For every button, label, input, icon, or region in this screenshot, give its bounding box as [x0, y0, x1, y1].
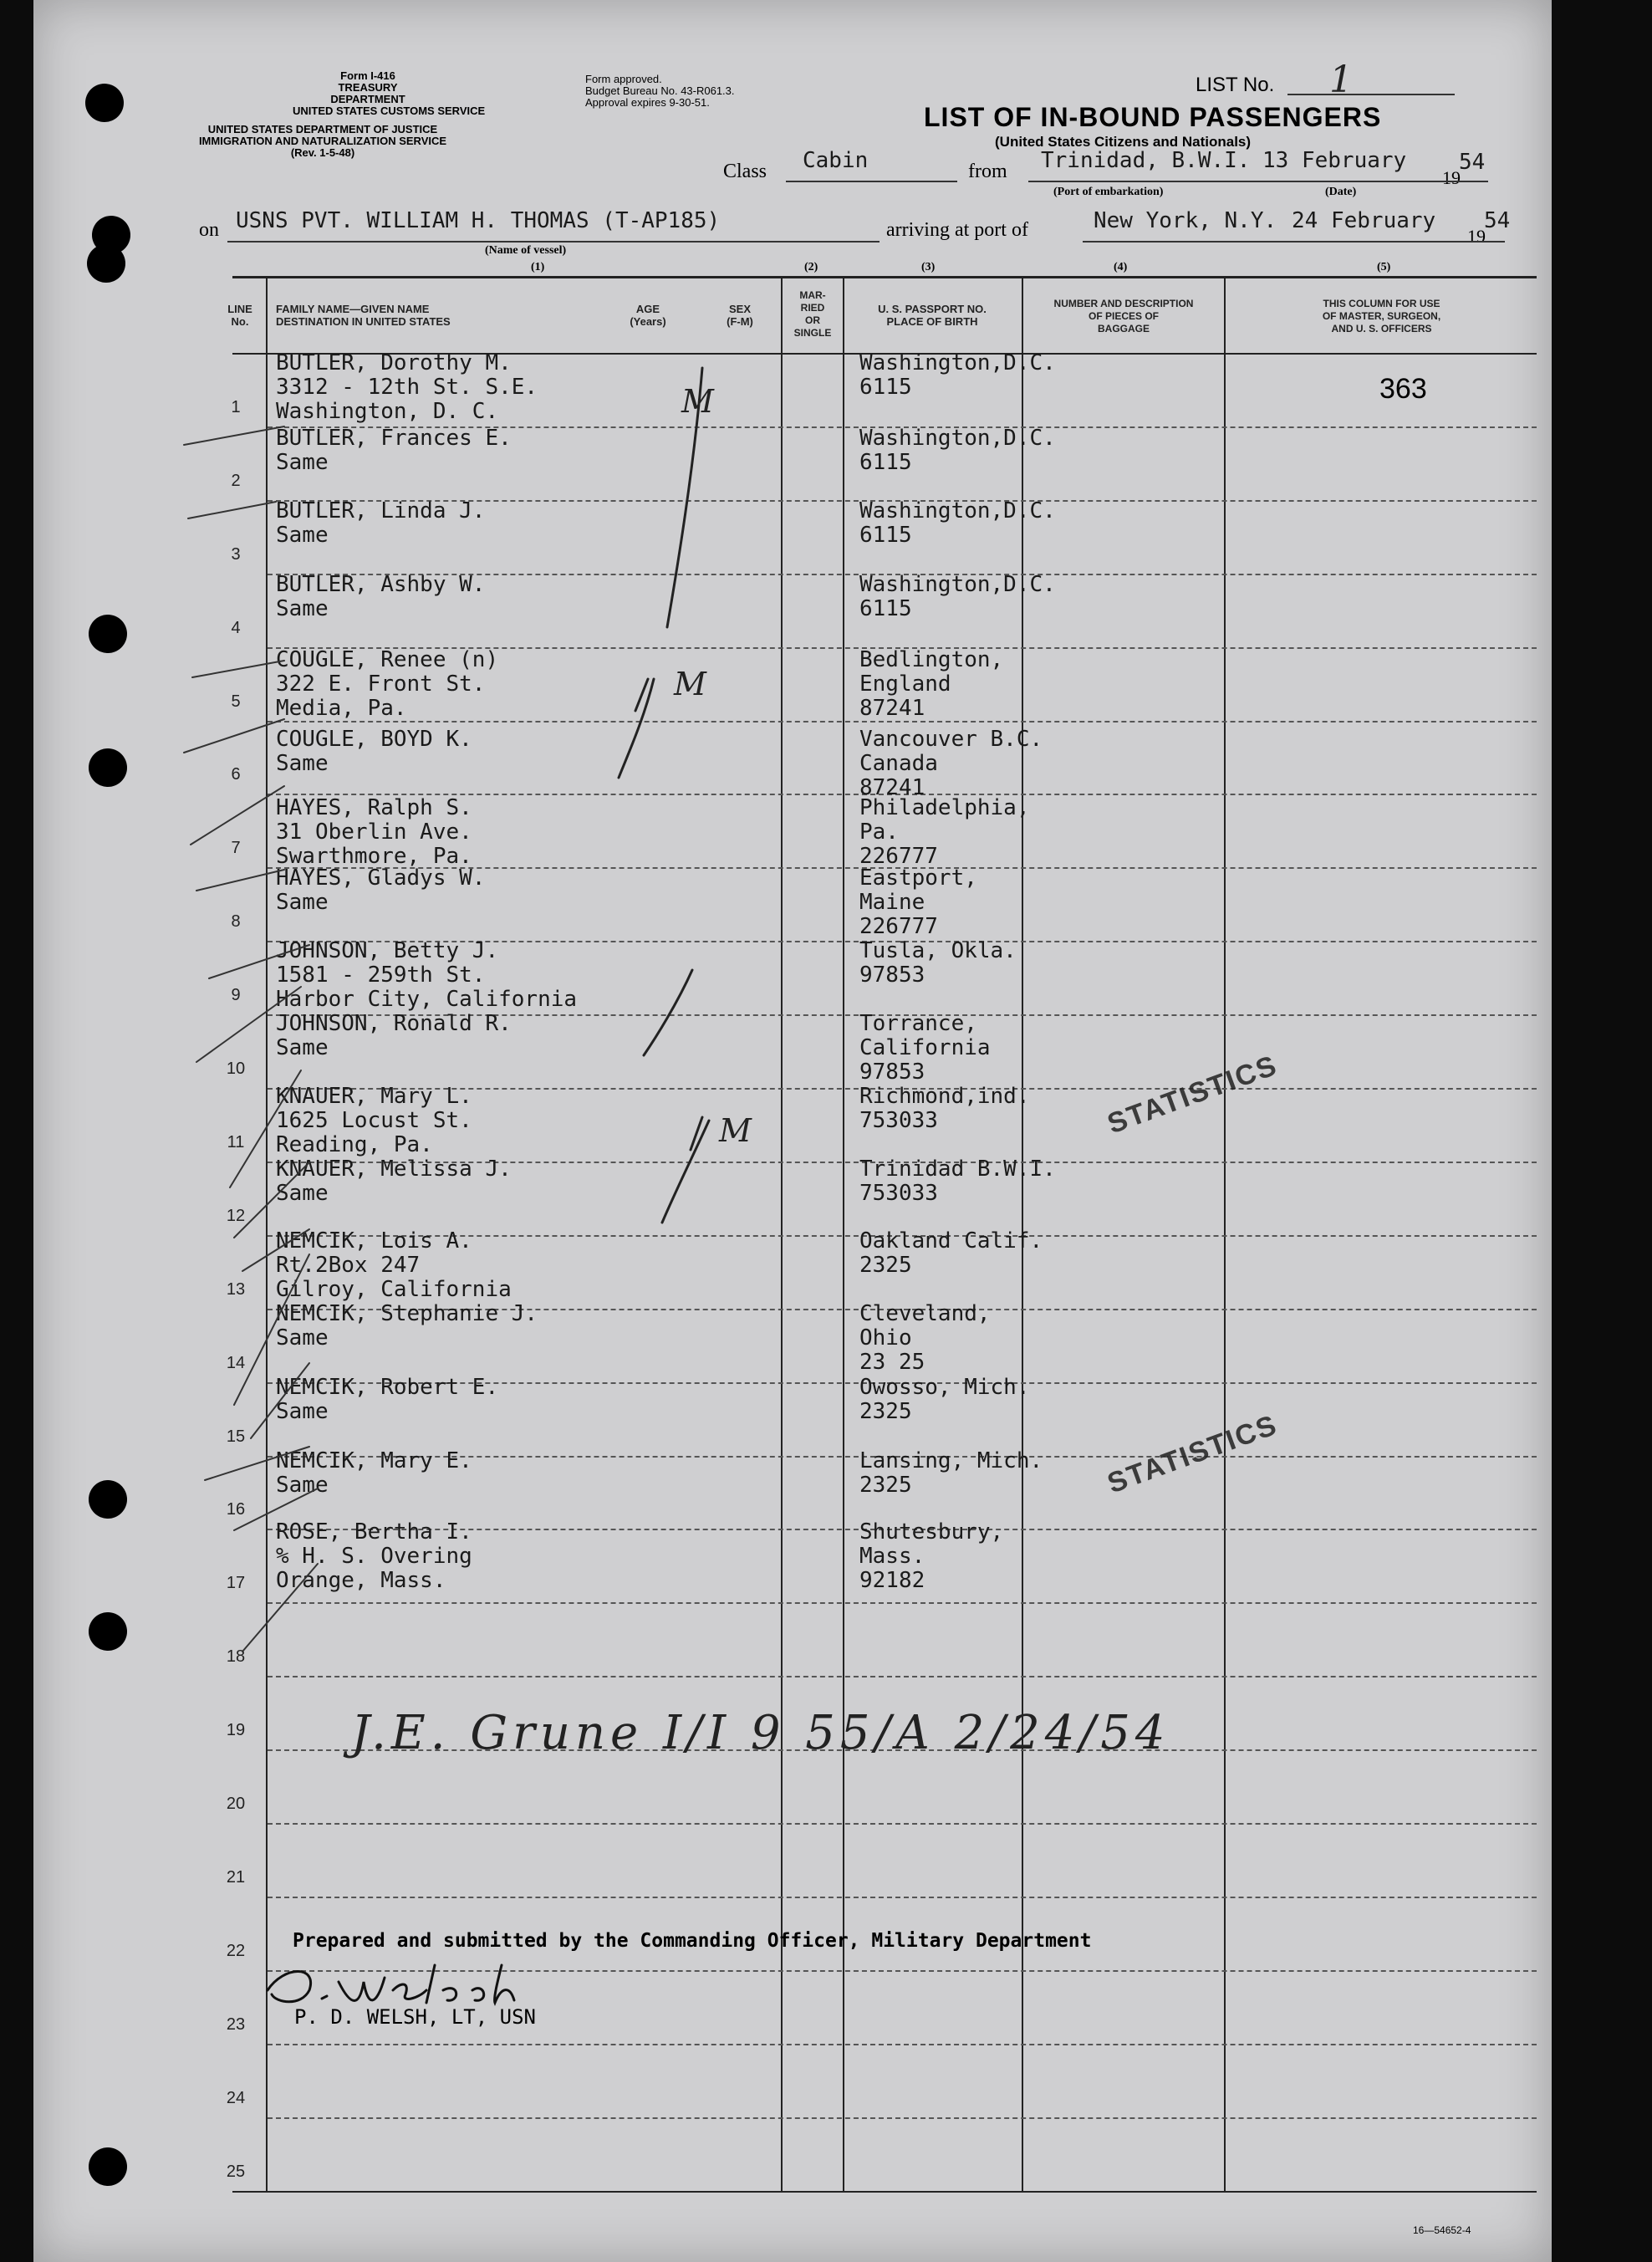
- passenger-name-destination: NEMCIK, Lois A. Rt.2Box 247 Gilroy, California: [276, 1228, 512, 1302]
- passport-birthplace: Lansing, Mich. 2325: [859, 1448, 1043, 1498]
- line-number: 6: [231, 765, 241, 784]
- header-name: FAMILY NAME—GIVEN NAME DESTINATION IN UNITED STATES: [276, 303, 451, 328]
- passport-birthplace: Vancouver B.C. Canada 87241: [859, 727, 1043, 800]
- page-title: LIST OF IN-BOUND PASSENGERS: [924, 102, 1382, 132]
- class-value: Cabin: [803, 148, 869, 173]
- form-number: Form I-416: [340, 69, 395, 82]
- line-number: 22: [226, 1941, 246, 1960]
- line-number: 4: [231, 618, 241, 637]
- expires-line: Approval expires 9-30-51.: [585, 96, 710, 109]
- col-num-4: (4): [1114, 261, 1128, 273]
- passport-birthplace: Eastport, Maine 226777: [859, 865, 977, 939]
- passport-birthplace: Washington,D.C. 6115: [859, 498, 1056, 548]
- passenger-name-destination: JOHNSON, Betty J. 1581 - 259th St. Harbor City, California: [276, 938, 578, 1012]
- line-number: 12: [226, 1206, 246, 1225]
- from-date: 13 February: [1262, 148, 1407, 173]
- header-age: AGE (Years): [630, 303, 666, 328]
- line-number: 17: [226, 1574, 246, 1593]
- passport-birthplace: Trinidad B.W.I. 753033: [859, 1157, 1056, 1206]
- inspector-note: J.E. Grune I/I 9 55/A 2/24/54: [351, 1706, 1170, 1760]
- treasury-label: TREASURY DEPARTMENT: [330, 81, 405, 105]
- passport-birthplace: Washington,D.C. 6115: [859, 350, 1056, 400]
- line-number: 9: [231, 986, 241, 1005]
- class-label: Class: [723, 161, 767, 182]
- passport-birthplace: Washington,D.C. 6115: [859, 426, 1056, 475]
- handwritten-marks: [33, 0, 1552, 2262]
- budget-line: Budget Bureau No. 43-R061.3.: [585, 84, 735, 97]
- passenger-name-destination: BUTLER, Dorothy M. 3312 - 12th St. S.E. Washington, D. C.: [276, 350, 538, 424]
- header-married: MAR- RIED OR SINGLE: [793, 289, 832, 339]
- line-number: 20: [226, 1795, 246, 1813]
- vessel-name: USNS PVT. WILLIAM H. THOMAS (T-AP185): [236, 208, 721, 233]
- col-num-5: (5): [1377, 261, 1391, 273]
- sex-mark: M: [719, 1112, 752, 1149]
- line-number: 23: [226, 2014, 246, 2034]
- passenger-name-destination: NEMCIK, Robert E. Same: [276, 1375, 499, 1424]
- form-print-code: 16—54652-4: [1413, 2224, 1471, 2236]
- header-line-no: LINE No.: [227, 303, 252, 328]
- revision-label: (Rev. 1-5-48): [290, 146, 355, 159]
- arrival-date: 24 February: [1292, 208, 1436, 233]
- on-label: on: [199, 219, 219, 241]
- from-label: from: [968, 161, 1007, 182]
- passport-birthplace: Shutesbury, Mass. 92182: [859, 1519, 1004, 1593]
- passenger-name-destination: KNAUER, Melissa J. Same: [276, 1157, 512, 1206]
- passenger-name-destination: JOHNSON, Ronald R. Same: [276, 1011, 512, 1060]
- passport-birthplace: Torrance, California 97853: [859, 1011, 991, 1085]
- line-number: 25: [226, 2162, 246, 2181]
- line-number: 3: [231, 544, 241, 564]
- list-number: 1: [1329, 59, 1353, 101]
- prepared-by-text: Prepared and submitted by the Commanding Officer, Military Department: [293, 1930, 1092, 1952]
- statistics-stamp: STATISTICS: [1103, 1408, 1282, 1500]
- customs-label: UNITED STATES CUSTOMS SERVICE: [293, 105, 486, 117]
- col-num-1: (1): [531, 261, 545, 273]
- signer-name: P. D. WELSH, LT, USN: [294, 2005, 536, 2029]
- header-baggage: NUMBER AND DESCRIPTION OF PIECES OF BAGGAGE: [1053, 298, 1194, 334]
- passenger-name-destination: NEMCIK, Stephanie J. Same: [276, 1301, 538, 1351]
- approval-line: Form approved.: [585, 73, 662, 85]
- manifest-page: [33, 0, 1552, 2262]
- bracket-stroke: [662, 1121, 709, 1223]
- passport-birthplace: Oakland Calif. 2325: [859, 1228, 1043, 1278]
- list-no-label: LIST No.: [1196, 74, 1275, 96]
- line-number: 16: [226, 1500, 246, 1519]
- header-officers: THIS COLUMN FOR USE OF MASTER, SURGEON, AND U. S. OFFICERS: [1322, 298, 1441, 334]
- passenger-name-destination: HAYES, Ralph S. 31 Oberlin Ave. Swarthmore, Pa.: [276, 795, 472, 869]
- arriving-label: arriving at port of: [886, 219, 1028, 241]
- line-number: 18: [226, 1647, 246, 1667]
- passport-birthplace: Washington,D.C. 6115: [859, 572, 1056, 621]
- line-number: 19: [226, 1721, 246, 1740]
- passenger-name-destination: NEMCIK, Mary E. Same: [276, 1448, 472, 1498]
- bracket-stroke: [619, 679, 654, 778]
- passport-birthplace: Owosso, Mich. 2325: [859, 1375, 1030, 1424]
- passenger-name-destination: BUTLER, Ashby W. Same: [276, 572, 486, 621]
- passport-birthplace: Cleveland, Ohio 23 25: [859, 1301, 991, 1375]
- passport-birthplace: Bedlington, England 87241: [859, 647, 1004, 721]
- passport-birthplace: Richmond,ind. 753033: [859, 1084, 1030, 1133]
- officer-count: 363: [1379, 373, 1427, 405]
- line-number: 1: [231, 397, 241, 416]
- passenger-name-destination: COUGLE, Renee (n) 322 E. Front St. Media, Pa.: [276, 647, 499, 721]
- line-number: 7: [231, 839, 241, 858]
- from-year: 54: [1459, 150, 1486, 175]
- arrival-port: New York, N.Y.: [1094, 208, 1277, 233]
- line-number: 24: [226, 2088, 246, 2107]
- line-number: 14: [226, 1353, 246, 1372]
- justice-label: UNITED STATES DEPARTMENT OF JUSTICE: [207, 123, 438, 135]
- passport-birthplace: Philadelphia, Pa. 226777: [859, 795, 1030, 869]
- line-number: 5: [231, 692, 241, 711]
- passenger-name-destination: ROSE, Bertha I. % H. S. Overing Orange, Mass.: [276, 1519, 472, 1593]
- arrival-year: 54: [1484, 208, 1511, 233]
- page-subtitle: (United States Citizens and Nationals): [995, 134, 1252, 150]
- passenger-name-destination: BUTLER, Linda J. Same: [276, 498, 486, 548]
- sex-mark: M: [674, 666, 706, 702]
- line-number: 2: [231, 471, 241, 490]
- line-number: 8: [231, 912, 241, 932]
- vessel-label: (Name of vessel): [485, 244, 567, 257]
- passenger-name-destination: BUTLER, Frances E. Same: [276, 426, 512, 475]
- col-num-3: (3): [921, 261, 936, 273]
- arrival-year-prefix: 19: [1467, 226, 1486, 247]
- passenger-name-destination: HAYES, Gladys W. Same: [276, 865, 486, 915]
- col-num-2: (2): [804, 261, 818, 273]
- bracket-stroke: [644, 970, 692, 1055]
- ins-label: IMMIGRATION AND NATURALIZATION SERVICE: [198, 135, 447, 147]
- from-year-prefix: 19: [1442, 167, 1461, 188]
- header-passport: U. S. PASSPORT NO. PLACE OF BIRTH: [878, 303, 987, 328]
- statistics-stamp: STATISTICS: [1103, 1049, 1282, 1141]
- line-number: 13: [226, 1279, 246, 1299]
- line-number: 21: [226, 1867, 246, 1887]
- line-number: 10: [226, 1060, 246, 1078]
- date-label: (Date): [1325, 186, 1357, 198]
- line-number: 15: [226, 1427, 246, 1446]
- from-port: Trinidad, B.W.I.: [1041, 148, 1251, 173]
- header-sex: SEX (F-M): [727, 303, 753, 328]
- passenger-name-destination: KNAUER, Mary L. 1625 Locust St. Reading, Pa.: [276, 1084, 472, 1157]
- passport-birthplace: Tusla, Okla. 97853: [859, 938, 1017, 988]
- passenger-name-destination: COUGLE, BOYD K. Same: [276, 727, 472, 776]
- sex-mark: M: [681, 383, 714, 420]
- line-number: 11: [227, 1132, 245, 1151]
- port-embarkation-label: (Port of embarkation): [1053, 186, 1164, 198]
